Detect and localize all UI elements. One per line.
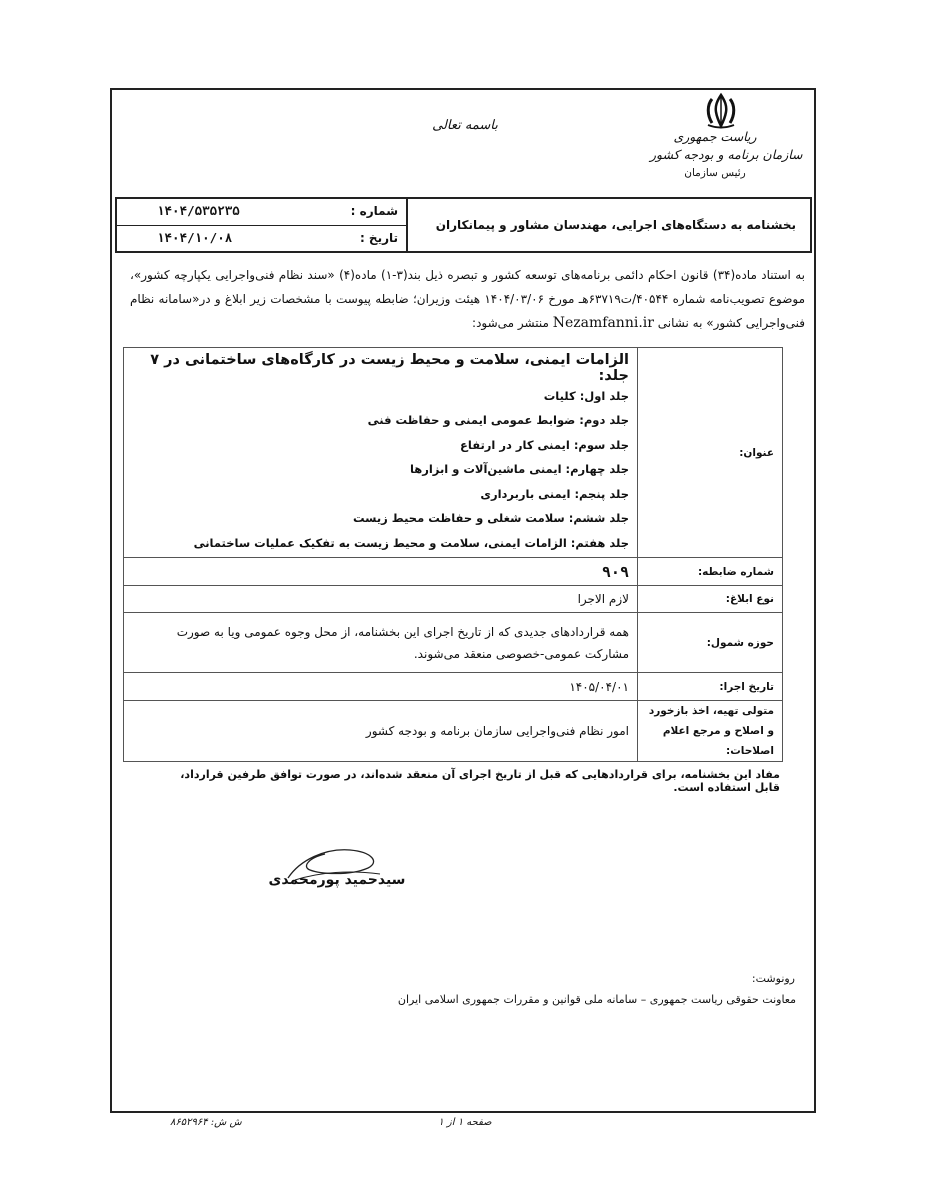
letter-meta xyxy=(117,199,408,251)
scope-value: همه قراردادهای جدیدی که از تاریخ اجرای این بخشنامه، از محل وجوه عمومی ویا به صورت مشارکت عمومی-خصوصی منعقد می‌شوند. xyxy=(124,613,638,673)
letter-number-row xyxy=(117,199,406,226)
code-label: شماره ضابطه: xyxy=(638,558,783,586)
spec-table xyxy=(123,347,783,762)
intro-text: به استناد ماده(۳۴) قانون احکام دائمی برنامه‌های توسعه کشور و تبصره ذیل بند(۳-۱) ماده(۴) «سند نظام فنی‌واجرایی یکپارچه کشور»، موضوع تصویب‌نامه شماره ۴۰۵۴۴/ت۶۳۷۱۹هـ مورخ ۱۴۰۴/۰۳/۰۶ هیئت وزیران؛ ضابطه پیوست با مشخصات زیر ابلاغ و در«سامانه نظام فنی‌واجرایی کشور» به نشانی xyxy=(130,268,806,330)
title-label: عنوان: xyxy=(638,348,783,558)
volume-item: جلد هفتم: الزامات ایمنی، سلامت و محیط زیست به تفکیک عملیات ساختمانی xyxy=(193,535,629,550)
org-line-head: رئیس سازمان xyxy=(684,167,746,179)
scope-label: حوزه شمول: xyxy=(638,613,783,673)
table-row xyxy=(124,558,783,586)
intro-text-end: منتشر می‌شود: xyxy=(472,316,549,330)
letter-subject: بخشنامه به دستگاه‌های اجرایی، مهندسان مشاور و پیمانکاران xyxy=(435,218,796,232)
letter-number-value: ۱۴۰۴/۵۳۵۲۳۵ xyxy=(157,203,240,218)
basmala: باسمه تعالی xyxy=(432,118,498,133)
letter-date-label: تاریخ : xyxy=(359,231,398,245)
copies-title: رونوشت: xyxy=(751,972,795,985)
code-number: ۹۰۹ xyxy=(601,562,629,581)
footer-page-number: صفحه ۱ از ۱ xyxy=(438,1117,492,1128)
exec-date-label: تاریخ اجرا: xyxy=(638,673,783,701)
letter-date-value: ۱۴۰۴/۱۰/۰۸ xyxy=(157,230,233,245)
volume-item: جلد پنجم: ایمنی باربرداری xyxy=(480,486,629,501)
org-line-presidency: ریاست جمهوری xyxy=(673,129,757,144)
applicability-note: مفاد این بخشنامه، برای قراردادهایی که قبل از تاریخ اجرای آن منعقد شده‌اند، در صورت توافق طرفین قرارداد، قابل استفاده است. xyxy=(180,768,780,794)
footer-serial: ش ش: ۸۶۵۲۹۶۴ xyxy=(170,1117,242,1128)
volume-item: جلد چهارم: ایمنی ماشین‌آلات و ابزارها xyxy=(409,462,629,477)
website-link[interactable]: Nezamfanni.ir xyxy=(552,315,654,331)
volume-item: جلد سوم: ایمنی کار در ارتفاع xyxy=(460,437,629,452)
iran-emblem-icon xyxy=(700,92,742,130)
volume-item: جلد دوم: ضوابط عمومی ایمنی و حفاظت فنی xyxy=(367,413,629,428)
type-label: نوع ابلاغ: xyxy=(638,586,783,613)
table-row xyxy=(124,613,783,673)
letter-number-label: شماره : xyxy=(350,204,398,218)
type-value: لازم الاجرا xyxy=(124,586,638,613)
code-value xyxy=(124,558,638,586)
volume-item: جلد اول: کلیات xyxy=(543,388,629,403)
signatory-name: سیدحمید پورمحمدی xyxy=(268,872,406,888)
table-row xyxy=(124,586,783,613)
table-row xyxy=(124,673,783,701)
intro-paragraph xyxy=(130,263,805,335)
title-cell xyxy=(124,348,638,558)
responsible-label: متولی تهیه، اخذ بازخورد و اصلاح و مرجع اعلام اصلاحات: xyxy=(638,701,783,762)
table-row xyxy=(124,701,783,762)
letter-header-box xyxy=(115,197,812,253)
table-row xyxy=(124,348,783,558)
copies-recipient: معاونت حقوقی ریاست جمهوری – سامانه ملی قوانین و مقررات جمهوری اسلامی ایران xyxy=(397,993,796,1006)
responsible-value: امور نظام فنی‌واجرایی سازمان برنامه و بودجه کشور xyxy=(124,701,638,762)
letter-date-row xyxy=(117,226,406,252)
exec-date-value: ۱۴۰۵/۰۴/۰۱ xyxy=(124,673,638,701)
standard-title: الزامات ایمنی، سلامت و محیط زیست در کارگاه‌های ساختمانی در ۷ جلد: xyxy=(150,351,629,384)
volume-item: جلد ششم: سلامت شغلی و حفاظت محیط زیست xyxy=(352,511,629,526)
org-line-organization: سازمان برنامه و بودجه کشور xyxy=(650,147,803,162)
organization-header xyxy=(650,128,803,182)
